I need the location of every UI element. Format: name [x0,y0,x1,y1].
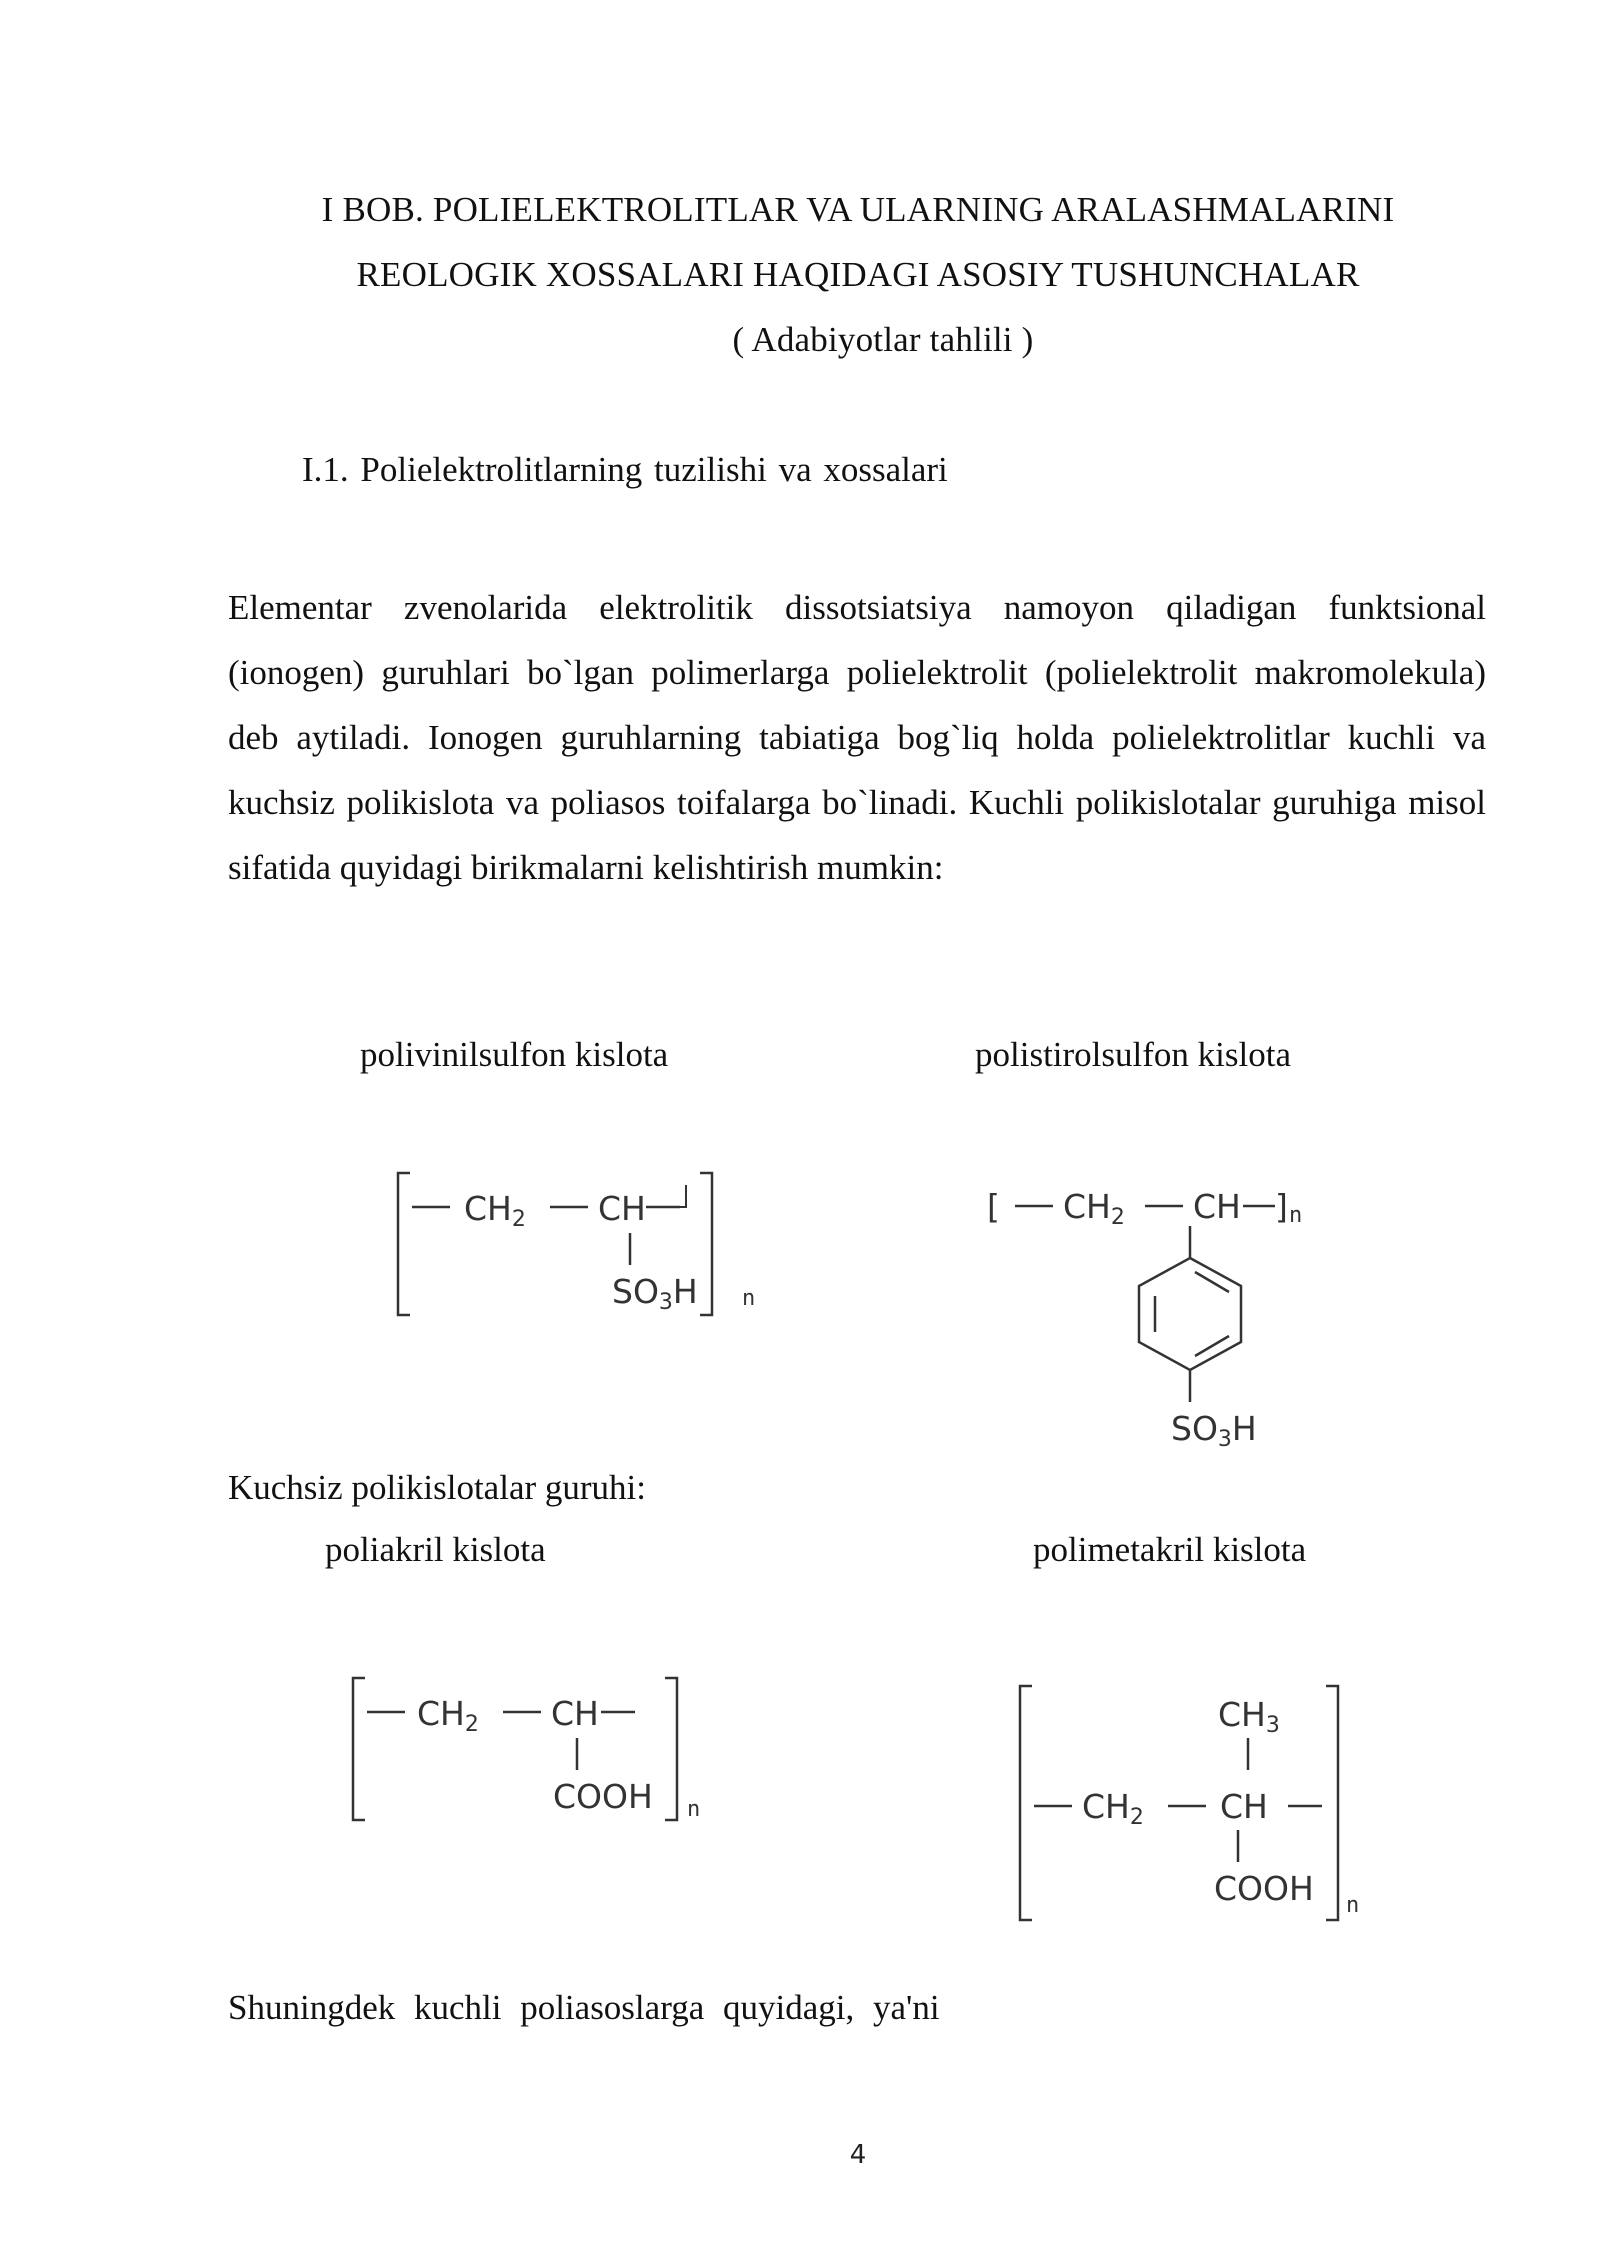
polystyrenesulfonic-acid-formula [985,1170,1345,1452]
cooh-label: COOH [553,1777,653,1816]
svg-text:CH2: CH2 [1063,1187,1125,1230]
repeat-n: n [687,1797,701,1822]
chapter-title-line2: REOLOGIK XOSSALARI HAQIDAGI ASOSIY TUSHUNCHALAR [356,255,1360,294]
cooh-label: COOH [1214,1869,1314,1908]
chapter-subtitle: ( Adabiyotlar tahlili ) [732,320,1034,359]
svg-text:CH2: CH2 [464,1189,526,1232]
polyvinylsulfonic-acid-label: polivinilsulfon kislota [360,1035,669,1074]
polyvinylsulfonic-acid-formula [390,1165,770,1335]
ch-label: CH [551,1694,599,1733]
ch2-label: CH [1082,1787,1130,1826]
intro-paragraph: Elementar zvenolarida elektrolitik dissotsiatsiya namoyon qiladigan funktsional (ionogen) guruhlari bo`lgan polimerlarga polielektrolit (polielektrolit makromolekula) deb aytiladi. Ionogen guruhlarning tabiatiga bog`liq holda polielektrolitlar kuchli va kuchsiz polikislota va poliasos toifalarga bo`linadi. Kuchli polikislotalar guruhiga misol sifatida quyidagi birikmalarni kelishtirish mumkin: [228,588,1486,887]
ch3-label: CH [1218,1695,1266,1734]
repeat-n: n [1346,1893,1360,1918]
polymethacrylic-acid-label: polimetakril kislota [1033,1530,1307,1569]
so3h-label: SO [612,1272,659,1311]
polyacrylic-acid-label: poliakril kislota [325,1530,546,1569]
svg-text:CH2: CH2 [1082,1787,1144,1830]
svg-text:CH2: CH2 [417,1694,479,1737]
closing-sentence: Shuningdek kuchli poliasoslarga quyidagi, ya'ni [228,1988,940,2027]
polymethacrylic-acid-formula [1010,1680,1390,1940]
repeat-n: n [1289,1203,1303,1228]
ch2-label: CH [417,1694,465,1733]
repeat-n: n [742,1286,756,1311]
ch2-label: CH [464,1189,512,1228]
svg-text:SO3H: SO3H [1171,1409,1257,1452]
weak-polyacids-heading: Kuchsiz polikislotalar guruhi: [228,1468,646,1507]
ch2-label: CH [1063,1187,1111,1226]
section-heading: I.1. Polielektrolitlarning tuzilishi va xossalari [302,450,948,489]
svg-text:[: [ [987,1187,1000,1226]
polystyrenesulfonic-acid-label: polistirolsulfon kislota [975,1035,1291,1074]
so3h-label: SO [1171,1409,1218,1448]
svg-text:CH3: CH3 [1218,1695,1280,1738]
ch-label: CH [598,1189,646,1228]
svg-text:]: ] [1275,1187,1288,1226]
chapter-title-line1: I BOB. POLIELEKTROLITLAR VA ULARNING ARALASHMALARINI [321,190,1395,229]
polyacrylic-acid-formula [345,1670,725,1840]
ch-label: CH [1193,1187,1241,1226]
svg-text:SO3H: SO3H [612,1272,698,1315]
page-number: 4 [849,2140,867,2170]
ch-label: CH [1220,1787,1268,1826]
